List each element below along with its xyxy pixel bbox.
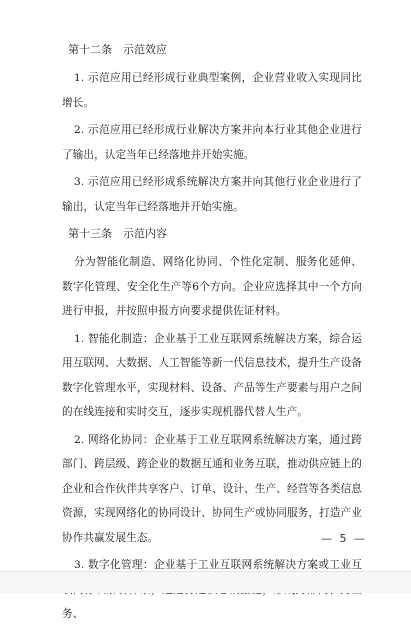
article-13-item-2: 2. 网络化协同：企业基于工业互联网系统解决方案，通过跨部门、跨层级、跨企业的数据互通和业务互联，推动供应链上的企业和合作伙伴共享客户、订单、设计、生产、经营等各类信息资源，实现网络化的协同设计、协同生产或协同服务，打造产业协作共赢发展生态。 — [62, 433, 362, 544]
article-12-item-3: 3. 示范应用已经形成系统解决方案并向其他行业企业进行了输出，认定当年已经落地并开始实施。 — [62, 176, 362, 213]
article-12-heading: 第十二条 示范效应 — [68, 43, 167, 56]
article-13-heading: 第十三条 示范内容 — [68, 227, 167, 240]
document-body — [62, 38, 362, 630]
article-12-item-2: 2. 示范应用已经形成行业解决方案并向本行业其他企业进行了输出，认定当年已经落地并开始实施。 — [62, 124, 362, 161]
article-13-intro: 分为智能化制造、网络化协同、个性化定制、服务化延伸、数字化管理、安全化生产等6个方向。企业应选择其中一个方向进行申报，并按照申报方向要求提供佐证材料。 — [62, 256, 362, 317]
article-13-item-1: 1. 智能化制造：企业基于工业互联网系统解决方案，综合运用互联网、大数据、人工智能等新一代信息技术，提升生产设备数字化管理水平，实现材料、设备、产品等生产要素与用户之间的在线连接和实时交互，逐步实现机器代替人生产。 — [62, 332, 362, 418]
article-12-item-1: 1. 示范应用已经形成行业典型案例，企业营业收入实现同比增长。 — [62, 72, 362, 109]
viewer-background — [0, 572, 411, 593]
article-13-item-3: 3. 数字化管理：企业基于工业互联网系统解决方案或工业互 务、 — [62, 559, 362, 620]
page-number: — 5 — — [321, 532, 367, 545]
